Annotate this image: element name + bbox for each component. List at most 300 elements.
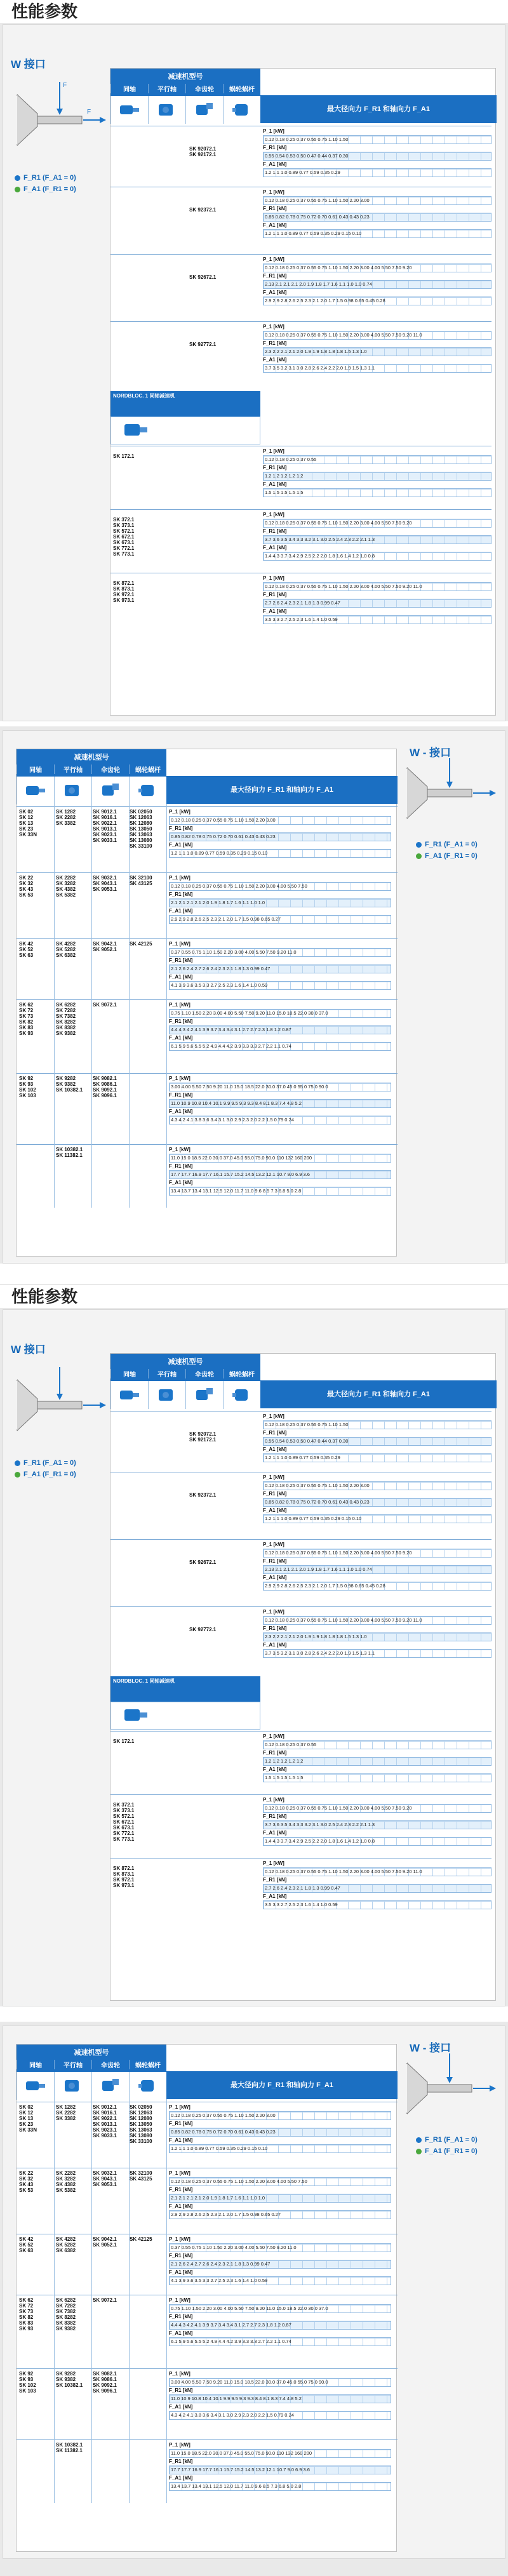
model-code: SK 572.1: [113, 528, 135, 534]
bevel-models: [93, 2170, 128, 2187]
row-label-fa: F_A1 [kN]: [169, 2404, 193, 2410]
model-code: SK 92072.1: [189, 1431, 217, 1437]
worm-gear-icon: [223, 1381, 260, 1409]
nordbloc-gear-icon: [123, 1705, 149, 1728]
model-code: SK 43125: [130, 881, 152, 886]
value-row: 0.12 0.18 0.25 0.37 0.55 0.75 1.10 1.50 2.20 3.00 4.00 5.50 7.50 9.20 11.0: [265, 1617, 422, 1623]
row-label-p: P_1 [kW]: [263, 257, 284, 262]
row-label-fa: F_A1 [kN]: [263, 1642, 287, 1648]
row-label-fr: F_R1 [kN]: [169, 2314, 193, 2319]
col-parallel: 平行轴: [54, 764, 91, 774]
group-divider: [17, 1073, 398, 1074]
row-label-fa: F_A1 [kN]: [169, 1035, 193, 1041]
group-divider: [17, 872, 398, 873]
col-parallel: 平行轴: [148, 1369, 185, 1378]
model-code: SK 872.1: [113, 1865, 135, 1871]
value-row: 0.12 0.18 0.25 0.37 0.55 0.75 1.10 1.50 2.20 3.00 4.00 5.50 7.50: [171, 883, 307, 889]
value-row: 2.9 2.9 2.8 2.6 2.5 2.3 2.1 2.0 1.7 1.5 0.98 0.65 0.45 0.28: [265, 298, 385, 304]
model-code: SK 92372.1: [189, 1492, 217, 1498]
model-code: SK 52: [19, 2242, 34, 2248]
model-code: SK 23: [19, 2121, 34, 2127]
group-divider: [17, 1144, 398, 1145]
model-code: SK 9096.1: [93, 2388, 117, 2394]
worm-models: [130, 875, 165, 886]
row-label-fr: F_R1 [kN]: [169, 891, 193, 897]
value-row: 0.12 0.18 0.25 0.37 0.55: [265, 457, 317, 462]
model-code: SK 9052.1: [93, 947, 117, 952]
row-label-p: P_1 [kW]: [169, 2236, 190, 2242]
row-label-p: P_1 [kW]: [263, 1733, 284, 1739]
model-code: SK 9023.1: [93, 2127, 117, 2133]
model-code: SK 1282: [56, 2104, 76, 2110]
worm-gear-icon: [129, 2072, 166, 2100]
bevel-models: [93, 809, 128, 843]
row-label-fr: F_R1 [kN]: [169, 958, 193, 963]
coaxial-models: [113, 1802, 149, 1842]
parallel-models: [56, 941, 91, 958]
coaxial-models: [113, 453, 149, 459]
model-code: SK 93: [19, 2326, 34, 2332]
coaxial-models: [19, 2170, 55, 2193]
model-code: SK 5382: [56, 892, 76, 898]
svg-text:F: F: [63, 82, 67, 89]
value-row: 0.12 0.18 0.25 0.37 0.55 0.75 1.10 1.50 2.20 3.00: [171, 2112, 276, 2118]
row-label-fa: F_A1 [kN]: [263, 161, 287, 167]
model-code: SK 9053.1: [93, 886, 117, 892]
value-row: 4.3 4.2 4.1 3.8 3.6 3.4 3.1 3.0 2.9 2.3 2.0 2.2 1.5 0.79 0.24: [171, 1117, 294, 1123]
row-label-fr: F_R1 [kN]: [169, 825, 193, 831]
value-row: 4.4 4.3 4.2 4.1 3.9 3.7 3.4 3.4 3.1 2.7 2.7 2.3 1.8 1.2 0.87: [171, 2322, 291, 2328]
model-code: SK 43125: [130, 2176, 152, 2182]
row-label-p: P_1 [kW]: [169, 2170, 190, 2176]
column-divider: [91, 804, 92, 1208]
group-divider: [110, 1539, 491, 1540]
row-label-fa: F_A1 [kN]: [169, 1180, 193, 1185]
value-row: 0.12 0.18 0.25 0.37 0.55 0.75 1.10 1.50 2.20 3.00: [265, 197, 370, 203]
bevel-models: [189, 1559, 225, 1565]
value-row: 2.7 2.6 2.4 2.3 2.1 1.8 1.3 0.99 0.47: [265, 600, 340, 606]
value-row: 4.3 4.2 4.1 3.8 3.6 3.4 3.1 3.0 2.9 2.3 2.0 2.2 1.5 0.79 0.24: [171, 2412, 294, 2418]
value-row: 1.2 1.1 1.0 0.89 0.77 0.59 0.35 0.29 0.15 0.10: [171, 2146, 268, 2151]
worm-models: [130, 2236, 165, 2242]
value-row: 11.0 15.0 18.5 22.0 30.0 37.0 45.0 55.0 75.0 90.0 110 132 160 200: [171, 1155, 312, 1161]
col-bevel: 伞齿轮: [91, 764, 129, 774]
bevel-models: [93, 2104, 128, 2139]
model-code: SK 42125: [130, 2236, 152, 2242]
model-code: SK 6382: [56, 2248, 76, 2253]
coaxial-gear-icon: [17, 777, 54, 804]
model-code: SK 02: [19, 809, 34, 815]
model-code: SK 672.1: [113, 534, 135, 540]
group-divider: [17, 2439, 398, 2440]
model-code: SK 8282: [56, 2314, 76, 2320]
model-code: SK 9023.1: [93, 832, 117, 838]
performance-panel-1: [3, 24, 505, 721]
model-code: SK 373.1: [113, 1808, 135, 1813]
value-row: 1.2 1.1 1.0 0.89 0.77 0.59 0.35 0.29 0.15 0.10: [265, 230, 362, 236]
force-header: 最大径向力 F_R1 和轴向力 F_A1: [166, 776, 398, 804]
parallel-gear-icon: [148, 1381, 185, 1409]
worm-models: [130, 2104, 165, 2144]
group-divider: [17, 938, 398, 939]
col-worm: 蜗轮蜗杆: [223, 1369, 260, 1378]
group-divider: [110, 254, 491, 255]
value-row: 0.85 0.82 0.78 0.75 0.72 0.70 0.61 0.43 0.43 0.23: [171, 834, 276, 839]
performance-panel-3: [3, 1309, 505, 2006]
column-divider: [129, 804, 130, 1208]
model-code: SK 52: [19, 947, 34, 952]
model-code: SK 92672.1: [189, 274, 217, 280]
model-code: SK 92172.1: [189, 1437, 217, 1443]
model-code: SK 973.1: [113, 1883, 135, 1888]
model-code: SK 6282: [56, 1002, 76, 1008]
row-label-p: P_1 [kW]: [263, 1413, 284, 1419]
value-row: 2.9 2.9 2.8 2.6 2.5 2.3 2.1 2.0 1.7 1.5 0.98 0.65 0.27: [171, 916, 281, 922]
model-code: SK 13: [19, 2116, 34, 2121]
value-row: 0.75 1.10 1.50 2.20 3.00 4.00 5.50 7.50 9.20 11.0 15.0 18.5 22.0 30.0 37.0: [171, 1010, 328, 1016]
model-code: SK 11382.1: [56, 1152, 83, 1158]
row-label-fa: F_A1 [kN]: [169, 908, 193, 914]
model-code: SK 5282: [56, 2242, 76, 2248]
model-code: SK 33N: [19, 2127, 37, 2133]
row-label-p: P_1 [kW]: [263, 1797, 284, 1803]
model-code: SK 13080: [130, 838, 152, 843]
nordbloc-header: NORDBLOC. 1 同轴减速机: [110, 1676, 260, 1702]
performance-table-4: [16, 2044, 397, 2552]
model-code: SK 8382: [56, 1025, 76, 1031]
value-row: 1.2 1.2 1.2 1.2 1.2: [265, 473, 304, 479]
model-code: SK 22: [19, 2170, 34, 2176]
row-label-p: P_1 [kW]: [263, 189, 284, 195]
value-row: 11.0 15.0 18.5 22.0 30.0 37.0 45.0 55.0 75.0 90.0 110 132 160 200: [171, 2450, 312, 2456]
model-code: SK 9052.1: [93, 2242, 117, 2248]
row-label-fa: F_A1 [kN]: [169, 2475, 193, 2481]
model-code: SK 42125: [130, 941, 152, 947]
row-label-fr: F_R1 [kN]: [263, 1813, 287, 1819]
value-row: 2.1 2.6 2.4 2.7 2.6 2.4 2.3 2.1 1.8 1.3 0.99 0.47: [171, 2261, 271, 2267]
model-code: SK 42: [19, 2236, 34, 2242]
row-label-fa: F_A1 [kN]: [169, 1109, 193, 1114]
model-code: SK 372.1: [113, 1802, 135, 1808]
row-label-fr: F_R1 [kN]: [263, 465, 287, 470]
value-row: 2.13 2.1 2.1 2.1 2.0 1.9 1.8 1.7 1.6 1.1 1.0 1.0 0.74: [265, 281, 372, 287]
model-code: SK 873.1: [113, 586, 135, 592]
row-label-fr: F_R1 [kN]: [263, 592, 287, 597]
row-label-fa: F_A1 [kN]: [263, 1766, 287, 1772]
model-code: SK 63: [19, 2248, 34, 2253]
row-label-p: P_1 [kW]: [169, 2371, 190, 2377]
model-code: SK 93: [19, 1081, 34, 1087]
coaxial-gear-icon: [17, 2072, 54, 2100]
model-code: SK 673.1: [113, 1825, 135, 1831]
row-label-fa: F_A1 [kN]: [263, 1575, 287, 1580]
performance-panel-4: [3, 2025, 505, 2559]
page-title: 性能参数: [0, 0, 508, 23]
coaxial-models: [19, 875, 55, 898]
row-label-fr: F_R1 [kN]: [263, 1750, 287, 1756]
row-label-fr: F_R1 [kN]: [263, 1491, 287, 1497]
model-code: SK 32: [19, 881, 34, 886]
row-label-fr: F_R1 [kN]: [169, 2459, 193, 2464]
model-code: SK 42: [19, 941, 34, 947]
model-code: SK 13050: [130, 826, 152, 832]
model-code: SK 53: [19, 892, 34, 898]
model-code: SK 9016.1: [93, 815, 117, 820]
value-row: 1.2 1.1 1.0 0.89 0.77 0.59 0.35 0.29 0.15 0.10: [171, 850, 268, 856]
model-code: SK 62: [19, 2297, 34, 2303]
model-code: SK 6382: [56, 952, 76, 958]
bevel-gear-icon: [91, 777, 129, 804]
shaft-diagram: [12, 69, 107, 164]
value-row: 3.7 3.6 3.5 3.4 3.3 3.2 3.1 3.0 2.5 2.4 2.3 2.2 2.1 1.3: [265, 1822, 375, 1827]
group-divider: [17, 999, 398, 1000]
model-code: SK 373.1: [113, 523, 135, 528]
bevel-models: [189, 1627, 225, 1632]
row-label-fa: F_A1 [kN]: [169, 2330, 193, 2336]
value-row: 0.12 0.18 0.25 0.37 0.55 0.75 1.10 1.50: [265, 137, 349, 142]
legend-fa1: F_A1 (F_R1 = 0): [23, 185, 76, 193]
model-code: SK 93: [19, 1031, 34, 1036]
row-label-p: P_1 [kW]: [169, 941, 190, 947]
model-code: SK 1282: [56, 809, 76, 815]
model-code: SK 9053.1: [93, 2182, 117, 2187]
performance-panel-2: [3, 730, 505, 1264]
model-code: SK 172.1: [113, 1738, 135, 1744]
value-row: 0.12 0.18 0.25 0.37 0.55 0.75 1.10 1.50 2.20 3.00: [265, 1483, 370, 1488]
coaxial-gear-icon: [110, 96, 148, 124]
model-code: SK 9382: [56, 1081, 76, 1087]
value-row: 0.12 0.18 0.25 0.37 0.55 0.75 1.10 1.50: [265, 1422, 349, 1427]
model-header: [17, 2045, 166, 2099]
value-row: 2.1 2.1 2.1 2.1 2.0 1.9 1.8 1.7 1.6 1.1 1.0 1.0: [171, 2195, 265, 2201]
bevel-models: [93, 875, 128, 892]
model-code: SK 92772.1: [189, 1627, 217, 1632]
value-row: 0.12 0.18 0.25 0.37 0.55: [265, 1742, 317, 1747]
model-code: SK 9082.1: [93, 2371, 117, 2377]
row-label-fa: F_A1 [kN]: [169, 2203, 193, 2209]
column-divider: [54, 804, 55, 1208]
model-code: SK 9042.1: [93, 2236, 117, 2242]
legend-fr1: F_R1 (F_A1 = 0): [425, 2136, 478, 2144]
model-code: SK 3282: [56, 881, 76, 886]
model-code: SK 772.1: [113, 545, 135, 551]
row-label-p: P_1 [kW]: [263, 1860, 284, 1866]
model-code: SK 372.1: [113, 517, 135, 523]
model-code: SK 972.1: [113, 592, 135, 597]
force-header: 最大径向力 F_R1 和轴向力 F_A1: [166, 2071, 398, 2099]
model-code: SK 9043.1: [93, 2176, 117, 2182]
coaxial-models: [19, 2371, 55, 2394]
row-label-p: P_1 [kW]: [169, 2104, 190, 2110]
coaxial-models: [19, 2104, 55, 2133]
row-label-fa: F_A1 [kN]: [263, 290, 287, 295]
fr1-marker-icon: [416, 842, 422, 848]
row-label-p: P_1 [kW]: [263, 512, 284, 517]
interface-label: W 接口: [11, 58, 46, 70]
worm-gear-icon: [223, 96, 260, 124]
model-code: SK 9382: [56, 1031, 76, 1036]
row-label-fa: F_A1 [kN]: [263, 1830, 287, 1836]
bevel-models: [93, 2297, 128, 2303]
parallel-models: [56, 2236, 91, 2253]
value-row: 0.12 0.18 0.25 0.37 0.55 0.75 1.10 1.50 2.20 3.00: [171, 817, 276, 823]
group-divider: [110, 1606, 491, 1607]
parallel-gear-icon: [148, 96, 185, 124]
row-label-fr: F_R1 [kN]: [169, 2253, 193, 2259]
model-code: SK 9282: [56, 1076, 76, 1081]
model-code: SK 32: [19, 2176, 34, 2182]
model-code: SK 12063: [130, 815, 152, 820]
bevel-models: [189, 342, 225, 347]
force-legend: [15, 172, 76, 195]
value-row: 3.5 3.3 2.7 2.5 2.3 1.6 1.4 1.0 0.59: [265, 617, 338, 622]
model-code: SK 12080: [130, 820, 152, 826]
legend-fa1: F_A1 (F_R1 = 0): [23, 1471, 76, 1478]
row-label-fa: F_A1 [kN]: [263, 357, 287, 363]
value-row: 0.12 0.18 0.25 0.37 0.55 0.75 1.10 1.50 2.20 3.00 4.00 5.50 7.50 9.20: [265, 1805, 412, 1811]
fr1-marker-icon: [15, 175, 20, 181]
interface-label-right: W - 接口: [410, 2042, 451, 2054]
coaxial-models: [113, 517, 149, 557]
model-code: SK 9033.1: [93, 838, 117, 843]
coaxial-models: [113, 1738, 149, 1744]
group-divider: [17, 2368, 398, 2369]
model-caption: 减速机型号: [74, 2049, 109, 2057]
row-label-fr: F_R1 [kN]: [263, 1625, 287, 1631]
spacer: [0, 721, 508, 726]
coaxial-models: [19, 2297, 55, 2332]
col-bevel: 伞齿轮: [185, 1369, 223, 1378]
value-row: 4.1 3.9 3.6 3.5 3.3 2.7 2.5 2.3 1.6 1.4 1.0 0.59: [171, 2278, 268, 2283]
value-row: 0.12 0.18 0.25 0.37 0.55 0.75 1.10 1.50 2.20 3.00 4.00 5.50 7.50: [171, 2179, 307, 2184]
fa1-marker-icon: [416, 853, 422, 859]
coaxial-gear-icon: [110, 1381, 148, 1409]
bevel-models: [93, 1002, 128, 1008]
group-divider: [110, 509, 491, 510]
model-code: SK 12: [19, 2110, 34, 2116]
model-code: SK 102: [19, 1087, 36, 1093]
parallel-models: [56, 1076, 91, 1093]
value-row: 0.85 0.82 0.78 0.75 0.72 0.70 0.61 0.43 0.43 0.23: [265, 1499, 370, 1505]
shaft-diagram-right: [402, 2050, 497, 2126]
model-code: SK 12: [19, 815, 34, 820]
spacer: [0, 1264, 508, 1284]
model-code: SK 9043.1: [93, 881, 117, 886]
parallel-gear-icon: [54, 2072, 91, 2100]
parallel-models: [56, 809, 91, 826]
model-code: SK 9382: [56, 2326, 76, 2332]
force-header: 最大径向力 F_R1 和轴向力 F_A1: [260, 95, 497, 123]
model-code: SK 92: [19, 2371, 34, 2377]
model-code: SK 872.1: [113, 580, 135, 586]
row-label-p: P_1 [kW]: [263, 448, 284, 454]
model-code: SK 7282: [56, 1008, 76, 1013]
model-code: SK 4282: [56, 941, 76, 947]
model-code: SK 83: [19, 1025, 34, 1031]
value-row: 1.2 1.1 1.0 0.89 0.77 0.59 0.35 0.29: [265, 170, 340, 175]
bevel-models: [189, 146, 225, 157]
value-row: 2.1 2.6 2.4 2.7 2.6 2.4 2.3 2.1 1.8 1.3 0.99 0.47: [171, 966, 271, 971]
model-code: SK 9013.1: [93, 2121, 117, 2127]
row-label-fr: F_R1 [kN]: [169, 1092, 193, 1098]
row-label-fr: F_R1 [kN]: [169, 1018, 193, 1024]
model-code: SK 9012.1: [93, 809, 117, 815]
nordbloc-header: NORDBLOC. 1 同轴减速机: [110, 391, 260, 417]
row-label-p: P_1 [kW]: [263, 1609, 284, 1615]
model-code: SK 92072.1: [189, 146, 217, 152]
model-code: SK 9022.1: [93, 2116, 117, 2121]
model-code: SK 82: [19, 1019, 34, 1025]
value-row: 0.12 0.18 0.25 0.37 0.55 0.75 1.10 1.50 2.20 3.00 4.00 5.50 7.50 9.20: [265, 265, 412, 270]
row-label-fa: F_A1 [kN]: [263, 1507, 287, 1513]
model-code: SK 62: [19, 1002, 34, 1008]
value-row: 0.85 0.82 0.78 0.75 0.72 0.70 0.61 0.43 0.43 0.23: [171, 2129, 276, 2135]
bevel-models: [93, 2371, 128, 2394]
model-code: SK 7382: [56, 1013, 76, 1019]
row-label-p: P_1 [kW]: [263, 1542, 284, 1547]
value-row: 0.12 0.18 0.25 0.37 0.55 0.75 1.10 1.50 2.20 3.00 4.00 5.50 7.50 9.20 11.0: [265, 1869, 422, 1874]
value-row: 3.5 3.3 2.7 2.5 2.3 1.6 1.4 1.0 0.59: [265, 1902, 338, 1907]
row-label-fa: F_A1 [kN]: [169, 2269, 193, 2275]
value-row: 0.37 0.55 0.75 1.10 1.50 2.20 3.00 4.00 5.50 7.50 9.20 11.0: [171, 949, 297, 955]
fa1-marker-icon: [15, 1472, 20, 1478]
coaxial-models: [19, 941, 55, 958]
col-coaxial: 同轴: [110, 1369, 148, 1378]
model-code: SK 33100: [130, 2139, 152, 2144]
value-row: 2.7 2.6 2.4 2.3 2.1 1.8 1.3 0.99 0.47: [265, 1885, 340, 1891]
row-label-fa: F_A1 [kN]: [263, 481, 287, 487]
value-row: 11.0 10.9 10.8 10.4 10.1 9.9 9.5 9.3 9.3 8.4 8.1 8.3 7.4 4.8 5.2: [171, 1100, 302, 1106]
model-code: SK 92772.1: [189, 342, 217, 347]
force-legend-right: [416, 839, 478, 862]
model-header: [110, 69, 260, 123]
value-row: 4.1 3.9 3.6 3.5 3.3 2.7 2.5 2.3 1.6 1.4 1.0 0.59: [171, 982, 268, 988]
value-row: 4.4 4.3 4.2 4.1 3.9 3.7 3.4 3.4 3.1 2.7 2.7 2.3 1.8 1.2 0.87: [171, 1027, 291, 1032]
value-row: 2.3 2.2 2.1 2.1 2.0 1.9 1.9 1.8 1.8 1.8 1.5 1.3 1.0: [265, 349, 367, 354]
row-label-fa: F_A1 [kN]: [263, 608, 287, 614]
value-row: 0.12 0.18 0.25 0.37 0.55 0.75 1.10 1.50 2.20 3.00 4.00 5.50 7.50 9.20: [265, 520, 412, 526]
worm-gear-icon: [129, 777, 166, 804]
group-divider: [110, 1858, 491, 1859]
model-code: SK 73: [19, 1013, 34, 1019]
model-code: SK 9382: [56, 2377, 76, 2382]
row-label-fr: F_R1 [kN]: [169, 2187, 193, 2192]
value-row: 1.2 1.1 1.0 0.89 0.77 0.59 0.35 0.29 0.15 0.10: [265, 1516, 362, 1521]
model-code: SK 9032.1: [93, 875, 117, 881]
worm-models: [130, 2170, 165, 2182]
model-code: SK 9016.1: [93, 2110, 117, 2116]
parallel-gear-icon: [54, 777, 91, 804]
row-label-fr: F_R1 [kN]: [263, 206, 287, 211]
parallel-models: [56, 1002, 91, 1036]
group-divider: [17, 806, 398, 807]
row-label-p: P_1 [kW]: [169, 809, 190, 815]
parallel-models: [56, 2442, 91, 2453]
fa1-marker-icon: [416, 2149, 422, 2154]
column-divider: [129, 2099, 130, 2503]
row-label-fa: F_A1 [kN]: [169, 842, 193, 848]
group-divider: [110, 1731, 491, 1732]
model-code: SK 6282: [56, 2297, 76, 2303]
row-label-fa: F_A1 [kN]: [263, 1446, 287, 1452]
model-code: SK 22: [19, 875, 34, 881]
model-code: SK 93: [19, 2377, 34, 2382]
row-label-p: P_1 [kW]: [169, 2442, 190, 2448]
coaxial-models: [19, 809, 55, 838]
value-row: 0.37 0.55 0.75 1.10 1.50 2.20 3.00 4.00 5.50 7.50 9.20 11.0: [171, 2245, 297, 2250]
value-row: 3.00 4.00 5.50 7.50 9.20 11.0 15.0 18.5 22.0 30.0 37.0 45.0 55.0 75.0 90.0: [171, 1084, 328, 1090]
row-label-p: P_1 [kW]: [169, 1076, 190, 1081]
